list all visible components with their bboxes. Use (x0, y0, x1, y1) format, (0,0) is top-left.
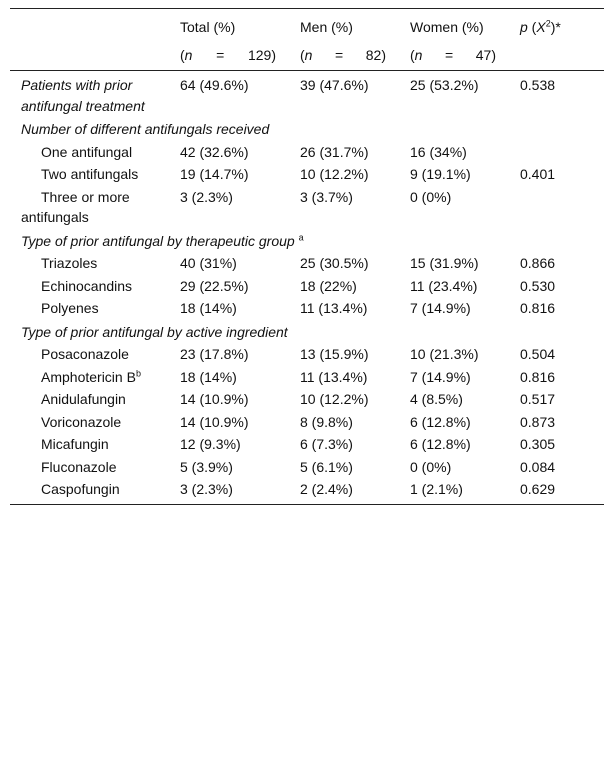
cell-total: 14 (10.9%) (180, 391, 249, 407)
table-row (10, 275, 604, 298)
table-row (10, 141, 604, 164)
cell-p: 0.084 (520, 458, 556, 475)
cell-men: 13 (15.9%) (300, 346, 369, 362)
header-p-value: p $(X^2)*$ (520, 18, 561, 35)
cell-p: 0.401 (520, 166, 556, 182)
cell-men: 5 (6.1%) (300, 458, 353, 475)
cell-women: 15 (31.9%) (410, 255, 479, 271)
cell-men: 39 (47.6%) (300, 77, 369, 93)
cell-men: 25 (30.5%) (300, 255, 369, 271)
row-label: Patients with prior antifungal treatment (21, 77, 145, 114)
row-label: Voriconazole (41, 413, 122, 430)
row-label: Anidulafungin (41, 391, 126, 407)
cell-total: 40 (31%) (180, 255, 237, 271)
row-label: Posaconazole (41, 346, 129, 362)
cell-total: 3 (2.3%) (180, 188, 233, 205)
cell-total: 19 (14.7%) (180, 166, 249, 182)
cell-women: 25 (53.2%) (410, 77, 479, 93)
header-n-total: (n = 129) (180, 46, 276, 63)
cell-p: 0.866 (520, 255, 556, 271)
row-label: Echinocandins (41, 277, 133, 294)
cell-total: 23 (17.8%) (180, 346, 249, 362)
header-n-women: (n = 47) (410, 46, 496, 63)
cell-women: 7 (14.9%) (410, 300, 471, 316)
cell-total: 12 (9.3%) (180, 436, 241, 452)
cell-total: 3 (2.3%) (180, 481, 233, 497)
cell-men: 8 (9.8%) (300, 413, 353, 430)
section-row (10, 229, 604, 253)
cell-p: 0.873 (520, 413, 556, 430)
table-row (10, 163, 604, 186)
table-row (10, 297, 604, 320)
cell-women: 16 (34%) (410, 143, 467, 160)
cell-p: 0.530 (520, 277, 556, 294)
cell-women: 7 (14.9%) (410, 368, 471, 385)
cell-women: 10 (21.3%) (410, 346, 479, 362)
cell-women: 6 (12.8%) (410, 413, 471, 430)
header-women: Women (%) (410, 19, 484, 35)
header-total: Total (%) (180, 19, 236, 35)
cell-women: 0 (0%) (410, 458, 452, 475)
row-label: Micafungin (41, 436, 109, 452)
table-row (10, 252, 604, 275)
header-n-men: (n = 82) (300, 46, 386, 63)
table-row (10, 433, 604, 456)
cell-total: 29 (22.5%) (180, 277, 249, 294)
table-row (10, 456, 604, 479)
table-row (10, 343, 604, 366)
header-empty (10, 9, 180, 45)
cell-p: 0.504 (520, 346, 556, 362)
cell-men: 10 (12.2%) (300, 166, 369, 182)
header-men: Men (%) (300, 19, 353, 35)
section-row (10, 117, 604, 141)
cell-men: 6 (7.3%) (300, 436, 353, 452)
row-label: Amphotericin $B^b$ (41, 367, 141, 385)
cell-p: 0.305 (520, 436, 556, 452)
cell-women: 9 (19.1%) (410, 166, 471, 182)
section-group-heading: Type of prior antifungal by therapeutic group $^a$ (21, 231, 304, 249)
cell-p: 0.816 (520, 300, 556, 316)
cell-men: 2 (2.4%) (300, 481, 353, 497)
antifungal-table (10, 8, 604, 505)
cell-p: 0.816 (520, 368, 556, 385)
cell-women: 6 (12.8%) (410, 436, 471, 452)
row-label: Triazoles (41, 255, 98, 271)
cell-total: 64 (49.6%) (180, 77, 249, 93)
cell-men: 18 (22%) (300, 277, 357, 294)
cell-p: 0.517 (520, 391, 556, 407)
row-label: Fluconazole (41, 458, 117, 475)
cell-p (520, 186, 604, 229)
cell-men: 26 (31.7%) (300, 143, 369, 160)
cell-women: 4 (8.5%) (410, 391, 463, 407)
row-label: Two antifungals (41, 166, 139, 182)
section-row (10, 320, 604, 344)
row-label: Caspofungin (41, 481, 120, 497)
cell-men: 3 (3.7%) (300, 188, 353, 205)
cell-total: 18 (14%) (180, 300, 237, 316)
table-row (10, 388, 604, 411)
row-label: One antifungal (41, 143, 133, 160)
cell-total: 5 (3.9%) (180, 458, 233, 475)
cell-women: 0 (0%) (410, 188, 452, 205)
table-row (10, 186, 604, 229)
header-row (10, 9, 604, 45)
row-label: Three or more antifungals (21, 188, 130, 225)
cell-p: 0.538 (520, 77, 556, 93)
cell-total: 14 (10.9%) (180, 413, 249, 430)
table-row (10, 366, 604, 389)
section-number-heading: Number of different antifungals received (21, 121, 270, 137)
cell-men: 11 (13.4%) (300, 300, 368, 316)
cell-total: 42 (32.6%) (180, 143, 249, 160)
cell-women: 11 (23.4%) (410, 277, 478, 294)
header-n-row (10, 45, 604, 71)
section-ingredient-heading: Type of prior antifungal by active ingredient (21, 323, 288, 340)
row-label: Polyenes (41, 300, 99, 316)
cell-total: 18 (14%) (180, 368, 237, 385)
cell-women: 1 (2.1%) (410, 481, 463, 497)
cell-p: 0.629 (520, 481, 556, 497)
cell-men: 10 (12.2%) (300, 391, 369, 407)
cell-p (520, 141, 604, 164)
cell-men: 11 (13.4%) (300, 368, 368, 385)
table-row (10, 71, 604, 118)
table-row (10, 411, 604, 434)
table-row (10, 478, 604, 504)
